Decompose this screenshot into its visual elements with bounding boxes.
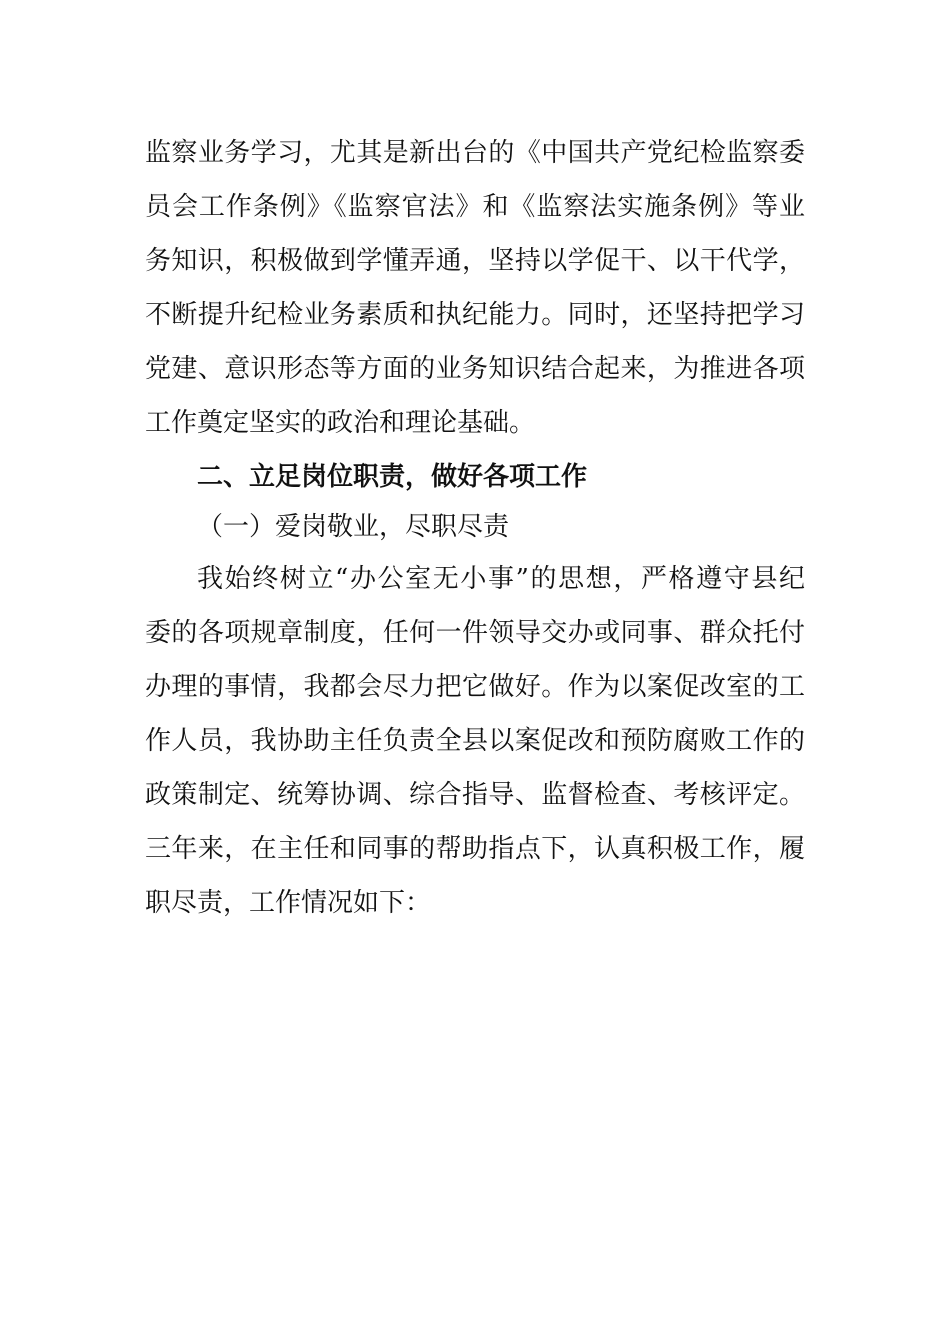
text-line: 职尽责，工作情况如下： <box>145 888 432 918</box>
text-line: 务知识，积极做到学懂弄通，坚持以学促干、以干代学， <box>145 246 805 276</box>
paragraph-study <box>145 128 805 452</box>
text-line: 不断提升纪检业务素质和执纪能力。同时，还坚持把学习 <box>145 300 805 330</box>
subsection-heading: （一）爱岗敬业，尽职尽责 <box>197 512 510 542</box>
text-line: 办理的事情，我都会尽力把它做好。作为以案促改室的工 <box>145 672 805 702</box>
document-page <box>145 128 805 932</box>
text-line: 委的各项规章制度，任何一件领导交办或同事、群众托付 <box>145 618 805 648</box>
text-line: 员会工作条例》《监察官法》和《监察法实施条例》等业 <box>145 192 805 222</box>
text-line: 三年来，在主任和同事的帮助指点下，认真积极工作，履 <box>145 834 805 864</box>
text-line: 政策制定、统筹协调、综合指导、监督检查、考核评定。 <box>145 780 805 810</box>
text-line: 我始终树立“办公室无小事”的思想，严格遵守县纪 <box>197 564 805 594</box>
section-heading: 二、立足岗位职责，做好各项工作 <box>197 462 588 492</box>
paragraph-duties <box>145 554 805 932</box>
text-line: 党建、意识形态等方面的业务知识结合起来，为推进各项 <box>145 354 805 384</box>
text-line: 作人员，我协助主任负责全县以案促改和预防腐败工作的 <box>145 726 805 756</box>
text-line: 工作奠定坚实的政治和理论基础。 <box>145 408 536 438</box>
text-line: 监察业务学习，尤其是新出台的《中国共产党纪检监察委 <box>145 138 805 168</box>
